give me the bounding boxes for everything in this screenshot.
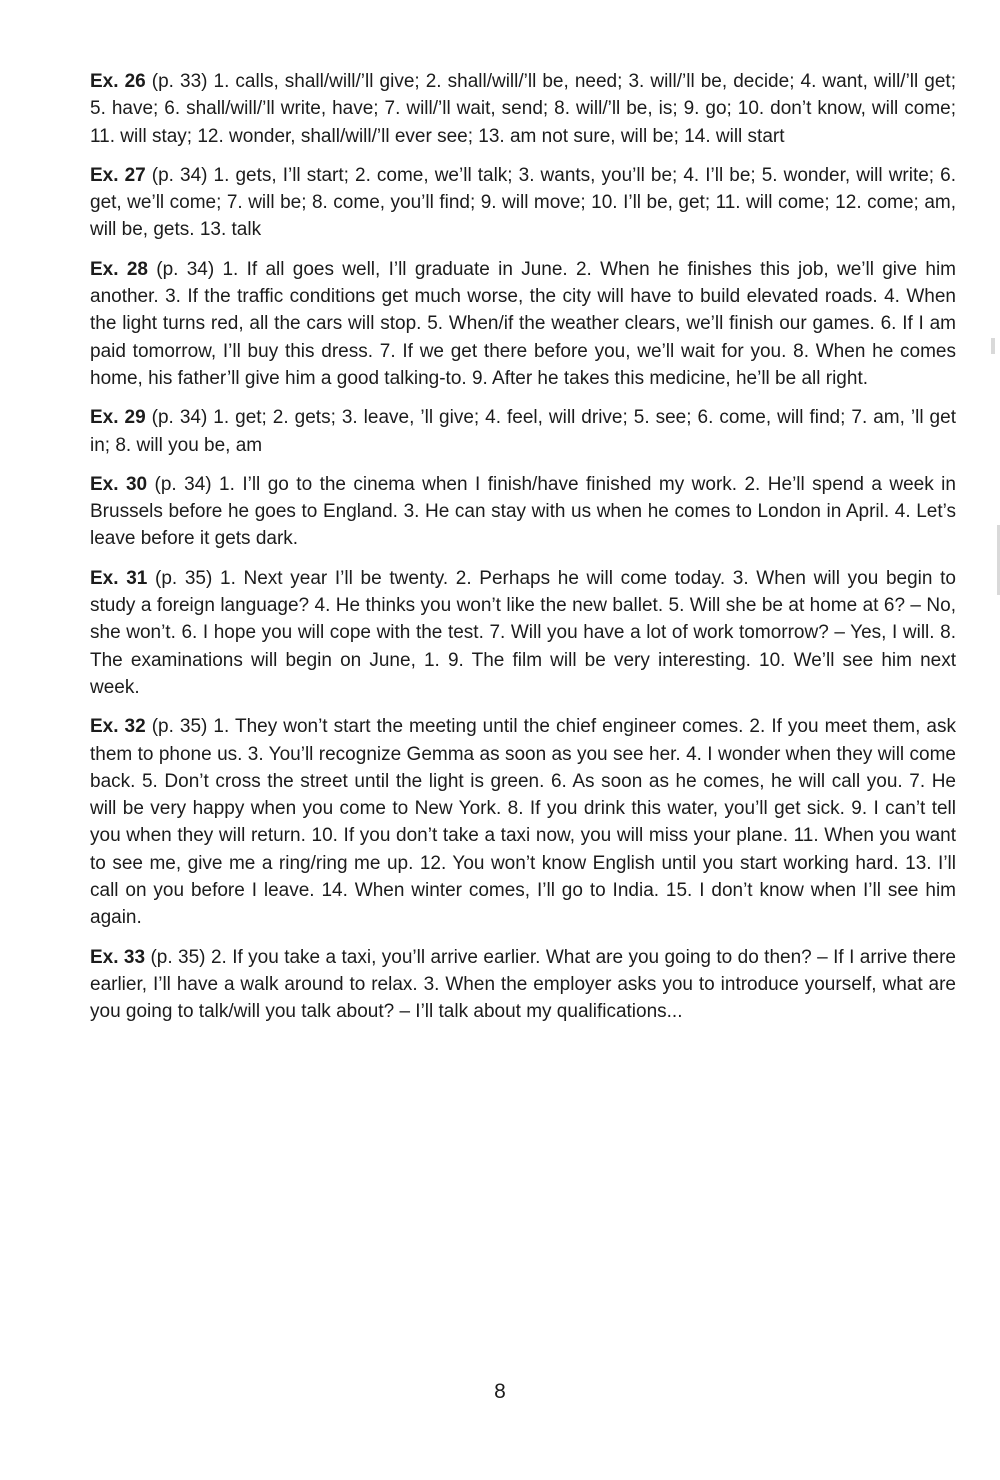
exercise-27-answers	[90, 162, 956, 244]
answer-text: 1. Next year I’ll be twenty. 2. Perhaps he will come today. 3. When will you begin to study a foreign language? 4. He thinks you won’t like the new ballet. 5. Will she be at home at 6? – No, she won’t. 6. I hope you will cope with the test. 7. Will you have a lot of work tomorrow? – Yes, I will. 8. The examinations will begin on June, 1. 9. The film will be very interesting. 10. We’ll see him next week.	[90, 567, 956, 698]
answer-text: 1. gets, I’ll start; 2. come, we’ll talk; 3. wants, you’ll be; 4. I’ll be; 5. wonder, will write; 6. get, we’ll come; 7. will be; 8. come, you’ll find; 9. will move; 10. I’ll be, get; 11. will come; 12. come; am, will be, gets. 13. talk	[90, 164, 956, 241]
exercise-label: Ex. 26	[90, 71, 146, 92]
exercise-29-answers	[90, 404, 956, 459]
exercise-label: Ex. 29	[90, 407, 146, 429]
page-reference: (p. 34)	[147, 258, 223, 280]
exercise-label: Ex. 33	[90, 946, 146, 968]
exercise-31-answers	[90, 565, 956, 701]
answer-key-body	[90, 68, 956, 1038]
answer-text: 1. If all goes well, I’ll graduate in June. 2. When he finishes this job, we’ll give him another. 3. If the traffic conditions get much worse, the city will have to build elevated roads. 4. When the light turns red, all the cars will stop. 5. When/if the weather clears, we’ll finish our games. 6. If I am paid tomorrow, I’ll buy this dress. 7. If we get there before you, we’ll wait for you. 8. When he comes home, his father’ll give him a good talking-to. 9. After he takes this medicine, he’ll be all right.	[90, 258, 956, 389]
exercise-label: Ex. 31	[90, 567, 148, 589]
exercise-label: Ex. 27	[90, 164, 146, 186]
page-reference: (p. 35)	[147, 567, 220, 589]
answer-text: 2. If you take a taxi, you’ll arrive earlier. What are you going to do then? – If I arrive there earlier, I’ll have a walk around to relax. 3. When the employer asks you to introduce yourself, what are you going to talk/will you talk about? – I’ll talk about my qualifications...	[90, 946, 956, 1023]
exercise-33-answers	[90, 944, 956, 1026]
page-reference: (p. 34)	[147, 473, 220, 495]
exercise-32-answers	[90, 713, 956, 931]
exercise-30-answers	[90, 471, 956, 553]
exercise-28-answers	[90, 256, 956, 392]
page-reference: (p. 34)	[145, 407, 214, 429]
answer-text: 1. get; 2. gets; 3. leave, ’ll give; 4. feel, will drive; 5. see; 6. come, will find; 7. am, ’ll get in; 8. will you be, am	[90, 407, 956, 456]
answer-text: 1. calls, shall/will/’ll give; 2. shall/will/’ll be, need; 3. will/’ll be, decide; 4. want, will/’ll get; 5. have; 6. shall/will/’ll write, have; 7. will/’ll wait, send; 8. will/’ll be, is; 9. go; 10. don’t know, will come; 11. will stay; 12. wonder, shall/will/’ll ever see; 13. am not sure, will be; 14. will start	[90, 71, 956, 147]
page-number: 8	[494, 1380, 506, 1403]
answer-text: 1. I’ll go to the cinema when I finish/have finished my work. 2. He’ll spend a week in Brussels before he goes to England. 3. He can stay with us when he comes to London in April. 4. Let’s leave before it gets dark.	[90, 473, 956, 550]
scan-edge-mark	[991, 338, 995, 354]
page-reference: (p. 34)	[145, 164, 214, 186]
exercise-label: Ex. 32	[90, 716, 146, 738]
page-reference: (p. 35)	[145, 946, 211, 968]
page-reference: (p. 33)	[145, 71, 214, 92]
exercise-26-answers	[90, 68, 956, 150]
exercise-label: Ex. 28	[90, 258, 148, 280]
exercise-label: Ex. 30	[90, 473, 148, 495]
page-reference: (p. 35)	[145, 716, 214, 738]
answer-text: 1. They won’t start the meeting until the chief engineer comes. 2. If you meet them, ask them to phone us. 3. You’ll recognize Gemma as soon as you see her. 4. I wonder when they will come back. 5. Don’t cross the street until the light is green. 6. As soon as he comes, he will call you. 7. He will be very happy when you come to New York. 8. If you drink this water, you’ll get sick. 9. I can’t tell you when they will return. 10. If you don’t take a taxi now, you will miss your plane. 11. When you want to see me, give me a ring/ring me up. 12. You won’t know English until you start working hard. 13. I’ll call on you before I leave. 14. When winter comes, I’ll go to India. 15. I don’t know when I’ll see him again.	[90, 716, 956, 929]
